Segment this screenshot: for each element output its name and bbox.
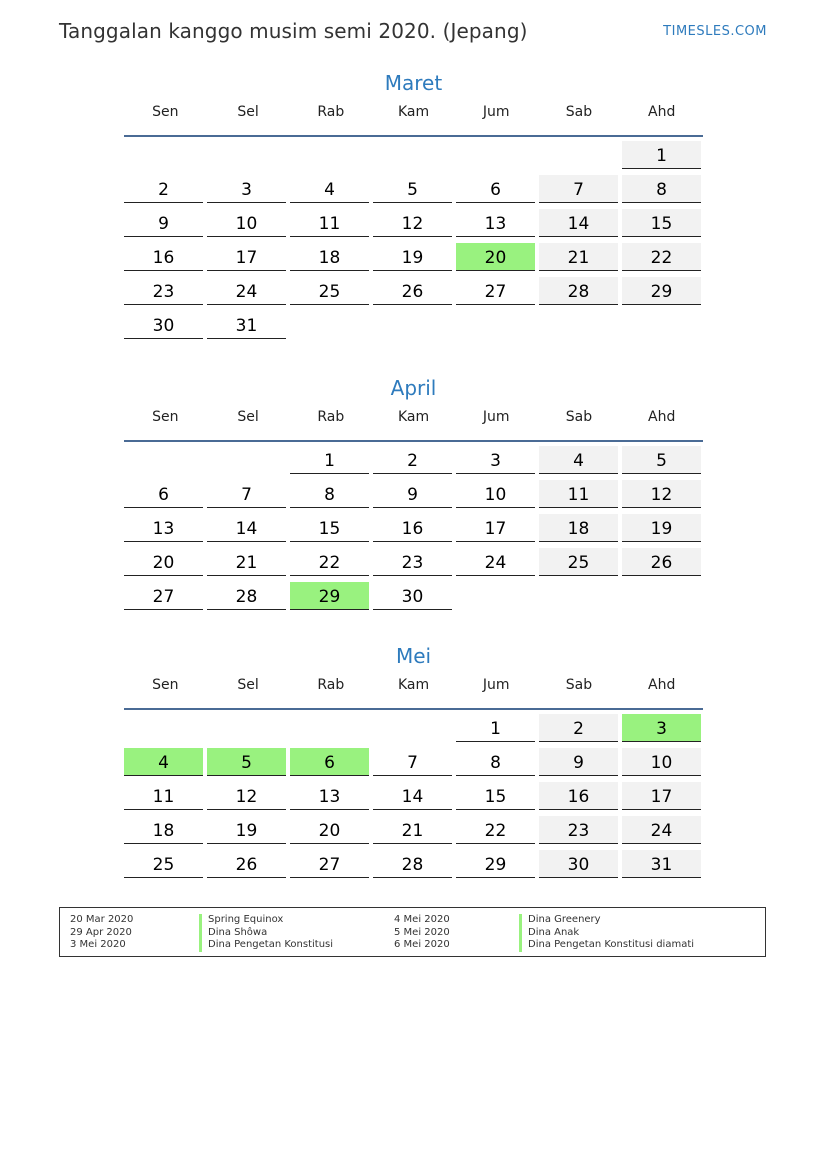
legend-dates-right [394,914,450,952]
day-cell[interactable]: 26 [373,277,452,305]
legend-names-left [199,914,333,952]
legend-names-right [519,914,694,952]
day-cell[interactable]: 8 [290,480,369,508]
day-cell[interactable]: 14 [373,782,452,810]
legend-holiday-name: Dina Pengetan Konstitusi [199,939,333,952]
day-cell[interactable]: 10 [207,209,286,237]
day-cell[interactable]: 25 [290,277,369,305]
holiday-day-cell[interactable]: 6 [290,748,369,776]
empty-cell [290,714,369,742]
day-cell[interactable]: 8 [622,175,701,203]
empty-cell [373,141,452,169]
empty-cell [207,714,286,742]
day-cell[interactable]: 9 [373,480,452,508]
legend-holiday-name: Dina Anak [519,927,694,940]
day-cell[interactable]: 15 [456,782,535,810]
holiday-day-cell[interactable]: 3 [622,714,701,742]
weekday-label: Sab [565,677,593,693]
day-cell[interactable]: 29 [456,850,535,878]
day-cell[interactable]: 13 [290,782,369,810]
day-cell[interactable]: 29 [622,277,701,305]
weekday-label: Jum [482,409,510,425]
day-cell[interactable]: 2 [539,714,618,742]
weekday-label: Kam [397,409,430,425]
weekday-label: Sel [237,409,259,425]
day-cell[interactable]: 28 [539,277,618,305]
day-cell[interactable]: 22 [456,816,535,844]
legend-date: 4 Mei 2020 [394,914,450,925]
day-cell[interactable]: 27 [124,582,203,610]
day-cell[interactable]: 1 [456,714,535,742]
day-cell[interactable]: 12 [373,209,452,237]
day-cell[interactable]: 26 [207,850,286,878]
day-cell[interactable]: 11 [124,782,203,810]
empty-cell [207,446,286,474]
weekday-label: Sel [237,677,259,693]
weekday-label: Rab [317,104,345,120]
weekday-label: Jum [482,104,510,120]
day-cell[interactable]: 3 [456,446,535,474]
header-separator [124,708,703,710]
header-separator [124,440,703,442]
empty-cell [124,141,203,169]
legend-dates-left [70,914,133,952]
empty-cell [539,141,618,169]
month-calendar-april [124,373,703,610]
month-title: April [390,376,437,400]
legend-date: 6 Mei 2020 [394,939,450,950]
day-cell[interactable]: 30 [373,582,452,610]
day-cell[interactable]: 4 [290,175,369,203]
day-grid [124,446,703,610]
header-separator [124,135,703,137]
day-cell[interactable]: 23 [373,548,452,576]
day-cell[interactable]: 17 [456,514,535,542]
legend-holiday-name: Dina Greenery [519,914,694,927]
day-cell[interactable]: 4 [539,446,618,474]
day-cell[interactable]: 22 [290,548,369,576]
day-cell[interactable]: 1 [290,446,369,474]
day-cell[interactable]: 12 [622,480,701,508]
holiday-day-cell[interactable]: 29 [290,582,369,610]
day-cell[interactable]: 1 [622,141,701,169]
day-cell[interactable]: 6 [456,175,535,203]
day-cell[interactable]: 15 [622,209,701,237]
day-cell[interactable]: 21 [539,243,618,271]
day-cell[interactable]: 10 [622,748,701,776]
holiday-legend [59,907,766,957]
weekday-label: Kam [397,677,430,693]
day-cell[interactable]: 6 [124,480,203,508]
weekday-label: Kam [397,104,430,120]
empty-cell [124,446,203,474]
day-cell[interactable]: 30 [124,311,203,339]
day-cell[interactable]: 3 [207,175,286,203]
day-cell[interactable]: 19 [622,514,701,542]
month-title: Maret [384,71,443,95]
holiday-day-cell[interactable]: 4 [124,748,203,776]
day-cell[interactable]: 31 [622,850,701,878]
day-cell[interactable]: 17 [207,243,286,271]
empty-cell [124,714,203,742]
weekday-label: Ahd [648,104,676,120]
day-cell[interactable]: 18 [290,243,369,271]
legend-holiday-name: Dina Pengetan Konstitusi diamati [519,939,694,952]
day-cell[interactable]: 5 [622,446,701,474]
day-cell[interactable]: 15 [290,514,369,542]
legend-date: 20 Mar 2020 [70,914,134,925]
day-cell[interactable]: 24 [207,277,286,305]
month-title: Mei [395,644,432,668]
day-cell[interactable]: 9 [124,209,203,237]
legend-date: 29 Apr 2020 [70,926,132,938]
day-cell[interactable]: 30 [539,850,618,878]
holiday-day-cell[interactable]: 5 [207,748,286,776]
day-cell[interactable]: 31 [207,311,286,339]
weekday-label: Sel [237,104,259,120]
day-cell[interactable]: 25 [539,548,618,576]
day-grid [124,141,703,339]
holiday-day-cell[interactable]: 20 [456,243,535,271]
day-cell[interactable]: 27 [456,277,535,305]
day-cell[interactable]: 20 [124,548,203,576]
day-cell[interactable]: 11 [539,480,618,508]
weekday-label: Sen [152,104,179,120]
month-calendar-may [124,641,703,878]
day-cell[interactable]: 16 [124,243,203,271]
day-cell[interactable]: 21 [207,548,286,576]
day-cell[interactable]: 10 [456,480,535,508]
day-grid [124,714,703,878]
day-cell[interactable]: 20 [290,816,369,844]
empty-cell [207,141,286,169]
legend-holiday-name: Dina Shôwa [199,927,333,940]
day-cell[interactable]: 14 [539,209,618,237]
day-cell[interactable]: 12 [207,782,286,810]
day-cell[interactable]: 26 [622,548,701,576]
day-cell[interactable]: 28 [373,850,452,878]
day-cell[interactable]: 2 [124,175,203,203]
brand-link[interactable]: TIMESLES.COM [663,24,767,39]
day-cell[interactable]: 19 [207,816,286,844]
day-cell[interactable]: 14 [207,514,286,542]
day-cell[interactable]: 11 [290,209,369,237]
day-cell[interactable]: 28 [207,582,286,610]
legend-date: 5 Mei 2020 [394,926,450,938]
day-cell[interactable]: 22 [622,243,701,271]
weekday-label: Sab [565,409,593,425]
day-cell[interactable]: 17 [622,782,701,810]
day-cell[interactable]: 8 [456,748,535,776]
empty-cell [456,141,535,169]
day-cell[interactable]: 21 [373,816,452,844]
day-cell[interactable]: 5 [373,175,452,203]
day-cell[interactable]: 7 [373,748,452,776]
empty-cell [373,714,452,742]
weekday-label: Sen [152,409,179,425]
day-cell[interactable]: 13 [456,209,535,237]
day-cell[interactable]: 23 [124,277,203,305]
day-cell[interactable]: 2 [373,446,452,474]
weekday-header [124,407,703,438]
weekday-label: Rab [317,677,345,693]
day-cell[interactable]: 27 [290,850,369,878]
day-cell[interactable]: 24 [456,548,535,576]
day-cell[interactable]: 9 [539,748,618,776]
day-cell[interactable]: 18 [539,514,618,542]
weekday-label: Sen [152,677,179,693]
day-cell[interactable]: 7 [207,480,286,508]
day-cell[interactable]: 16 [373,514,452,542]
day-cell[interactable]: 7 [539,175,618,203]
weekday-label: Sab [565,104,593,120]
day-cell[interactable]: 25 [124,850,203,878]
weekday-label: Rab [317,409,345,425]
day-cell[interactable]: 13 [124,514,203,542]
day-cell[interactable]: 18 [124,816,203,844]
weekday-label: Ahd [648,677,676,693]
month-calendar-march [124,68,703,339]
day-cell[interactable]: 19 [373,243,452,271]
weekday-header [124,102,703,133]
legend-holiday-name: Spring Equinox [199,914,333,927]
page-title: Tanggalan kanggo musim semi 2020. (Jepang) [59,19,528,43]
empty-cell [290,141,369,169]
weekday-label: Jum [482,677,510,693]
legend-date: 3 Mei 2020 [70,939,126,950]
day-cell[interactable]: 16 [539,782,618,810]
weekday-header [124,675,703,706]
day-cell[interactable]: 24 [622,816,701,844]
day-cell[interactable]: 23 [539,816,618,844]
weekday-label: Ahd [648,409,676,425]
